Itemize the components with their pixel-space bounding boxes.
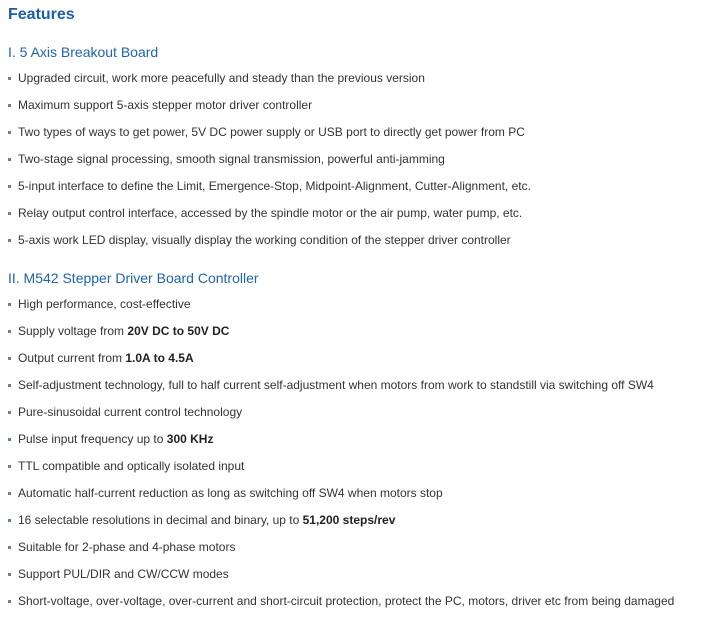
feature-list-item: [0, 297, 674, 324]
feature-list-item: [0, 71, 531, 98]
square-bullet-icon: [8, 185, 11, 188]
feature-list-item: [0, 513, 674, 540]
square-bullet-icon: [8, 573, 11, 576]
feature-list-item: [0, 351, 674, 378]
square-bullet-icon: [8, 212, 11, 215]
square-bullet-icon: [8, 357, 11, 360]
feature-list-item: [0, 152, 531, 179]
feature-highlight-text: 20V DC to 50V DC: [127, 324, 230, 338]
feature-highlight-text: 51,200 steps/rev: [302, 513, 396, 527]
square-bullet-icon: [8, 104, 11, 107]
feature-list-item: [0, 405, 674, 432]
feature-text: Two-stage signal processing, smooth signal transmission, powerful anti-jamming: [18, 152, 445, 166]
feature-list-item: [0, 233, 531, 260]
square-bullet-icon: [8, 600, 11, 603]
feature-list-item: [0, 540, 674, 567]
feature-text: Short-voltage, over-voltage, over-current and short-circuit protection, protect the PC, motors, driver etc from being damaged: [18, 594, 675, 608]
feature-highlight-text: 300 KHz: [166, 432, 214, 446]
square-bullet-icon: [8, 465, 11, 468]
square-bullet-icon: [8, 330, 11, 333]
square-bullet-icon: [8, 519, 11, 522]
feature-text: Suitable for 2-phase and 4-phase motors: [18, 540, 236, 554]
square-bullet-icon: [8, 546, 11, 549]
feature-text: Maximum support 5-axis stepper motor driver controller: [18, 98, 313, 112]
feature-text: 5-axis work LED display, visually display the working condition of the stepper driver controller: [18, 233, 511, 247]
feature-text: Self-adjustment technology, full to half current self-adjustment when motors from work to standstill via switching off SW4: [18, 378, 654, 392]
feature-list-item: [0, 324, 674, 351]
feature-list-item: [0, 98, 531, 125]
square-bullet-icon: [8, 411, 11, 414]
feature-text: Two types of ways to get power, 5V DC power supply or USB port to directly get power from PC: [18, 125, 525, 139]
square-bullet-icon: [8, 384, 11, 387]
feature-list-item: [0, 486, 674, 513]
page-title: Features: [8, 6, 75, 23]
feature-text: Pure-sinusoidal current control technology: [18, 405, 243, 419]
feature-text: High performance, cost-effective: [18, 297, 191, 311]
feature-list-item: [0, 206, 531, 233]
feature-text: 5-input interface to define the Limit, Emergence-Stop, Midpoint-Alignment, Cutter-Alignment, etc.: [18, 179, 531, 193]
feature-text: Output current from: [18, 351, 126, 365]
feature-list-item: [0, 459, 674, 486]
feature-list-item: [0, 432, 674, 459]
section-heading-breakout-board: I. 5 Axis Breakout Board: [8, 44, 159, 60]
square-bullet-icon: [8, 77, 11, 80]
feature-text: 16 selectable resolutions in decimal and binary, up to: [18, 513, 303, 527]
square-bullet-icon: [8, 492, 11, 495]
feature-text: Supply voltage from: [18, 324, 128, 338]
feature-highlight-text: 1.0A to 4.5A: [125, 351, 194, 365]
m542-driver-feature-list: [0, 297, 674, 621]
square-bullet-icon: [8, 303, 11, 306]
feature-text: Support PUL/DIR and CW/CCW modes: [18, 567, 229, 581]
feature-list-item: [0, 594, 674, 621]
feature-list-item: [0, 378, 674, 405]
section-heading-m542-driver: II. M542 Stepper Driver Board Controller: [8, 270, 259, 286]
square-bullet-icon: [8, 131, 11, 134]
feature-text: TTL compatible and optically isolated input: [18, 459, 245, 473]
feature-list-item: [0, 125, 531, 152]
feature-list-item: [0, 179, 531, 206]
feature-text: Automatic half-current reduction as long as switching off SW4 when motors stop: [18, 486, 443, 500]
square-bullet-icon: [8, 239, 11, 242]
feature-text: Relay output control interface, accessed by the spindle motor or the air pump, water pump, etc.: [18, 206, 523, 220]
feature-text: Pulse input frequency up to: [18, 432, 167, 446]
square-bullet-icon: [8, 158, 11, 161]
feature-text: Upgraded circuit, work more peacefully and steady than the previous version: [18, 71, 425, 85]
feature-list-item: [0, 567, 674, 594]
breakout-board-feature-list: [0, 71, 531, 260]
square-bullet-icon: [8, 438, 11, 441]
